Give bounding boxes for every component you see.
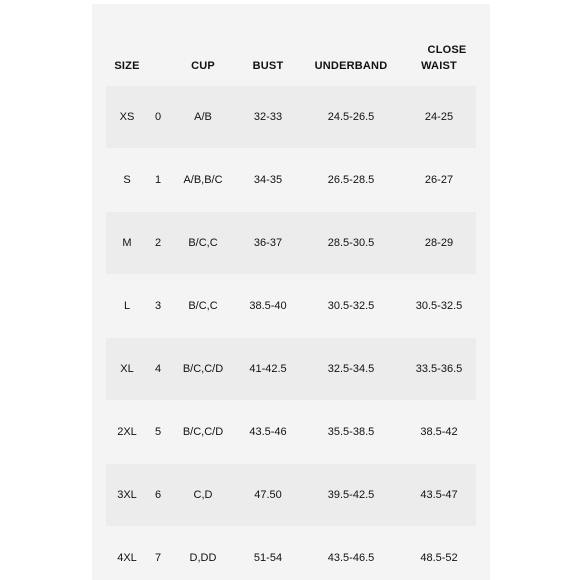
cell-size: S: [123, 174, 131, 186]
cell-num: 4: [154, 363, 162, 375]
header-bust: BUST: [252, 60, 284, 72]
cell-underband: 32.5-34.5: [327, 363, 375, 375]
cell-underband: 26.5-28.5: [327, 174, 375, 186]
cell-cup: B/C,C/D: [182, 426, 224, 438]
cell-underband: 24.5-26.5: [327, 111, 375, 123]
cell-bust: 47.50: [254, 489, 282, 501]
cell-num: 6: [154, 489, 162, 501]
table-header: [106, 60, 476, 76]
cell-bust: 38.5-40: [249, 300, 287, 312]
cell-cup: B/C,C: [188, 237, 218, 249]
cell-cup: A/B: [194, 111, 212, 123]
close-header-label: CLOSE: [427, 44, 467, 56]
cell-size: XS: [119, 111, 135, 123]
header-size: SIZE: [114, 60, 140, 72]
cell-underband: 35.5-38.5: [327, 426, 375, 438]
table-row: [106, 149, 476, 211]
cell-bust: 43.5-46: [249, 426, 287, 438]
cell-bust: 32-33: [253, 111, 283, 123]
cell-cup: A/B,B/C: [183, 174, 223, 186]
table-row: [106, 86, 476, 148]
table-row: [106, 212, 476, 274]
cell-num: 0: [154, 111, 162, 123]
cell-waist: 30.5-32.5: [415, 300, 463, 312]
cell-num: 5: [154, 426, 162, 438]
cell-waist: 26-27: [424, 174, 454, 186]
header-cup: CUP: [191, 60, 215, 72]
header-underband: UNDERBAND: [314, 60, 388, 72]
cell-num: 2: [154, 237, 162, 249]
cell-waist: 28-29: [424, 237, 454, 249]
cell-size: 3XL: [117, 489, 137, 501]
table-row: [106, 401, 476, 463]
cell-underband: 39.5-42.5: [327, 489, 375, 501]
cell-bust: 34-35: [253, 174, 283, 186]
table-row: [106, 464, 476, 526]
cell-waist: 43.5-47: [420, 489, 458, 501]
cell-size: M: [122, 237, 132, 249]
cell-size: XL: [120, 363, 134, 375]
cell-bust: 41-42.5: [249, 363, 287, 375]
header-waist: WAIST: [421, 60, 457, 72]
cell-waist: 38.5-42: [420, 426, 458, 438]
cell-underband: 28.5-30.5: [327, 237, 375, 249]
cell-size: 2XL: [117, 426, 137, 438]
cell-underband: 30.5-32.5: [327, 300, 375, 312]
cell-cup: B/C,C/D: [182, 363, 224, 375]
cell-cup: D,DD: [189, 552, 217, 564]
table-row: [106, 275, 476, 337]
cell-waist: 24-25: [424, 111, 454, 123]
cell-bust: 36-37: [253, 237, 283, 249]
table-row: [106, 527, 476, 580]
cell-num: 1: [154, 174, 162, 186]
cell-cup: B/C,C: [188, 300, 218, 312]
cell-num: 3: [154, 300, 162, 312]
cell-underband: 43.5-46.5: [327, 552, 375, 564]
cell-cup: C,D: [193, 489, 213, 501]
cell-bust: 51-54: [253, 552, 283, 564]
cell-num: 7: [154, 552, 162, 564]
cell-waist: 33.5-36.5: [415, 363, 463, 375]
table-row: [106, 338, 476, 400]
cell-size: L: [123, 300, 131, 312]
cell-waist: 48.5-52: [420, 552, 458, 564]
cell-size: 4XL: [117, 552, 137, 564]
